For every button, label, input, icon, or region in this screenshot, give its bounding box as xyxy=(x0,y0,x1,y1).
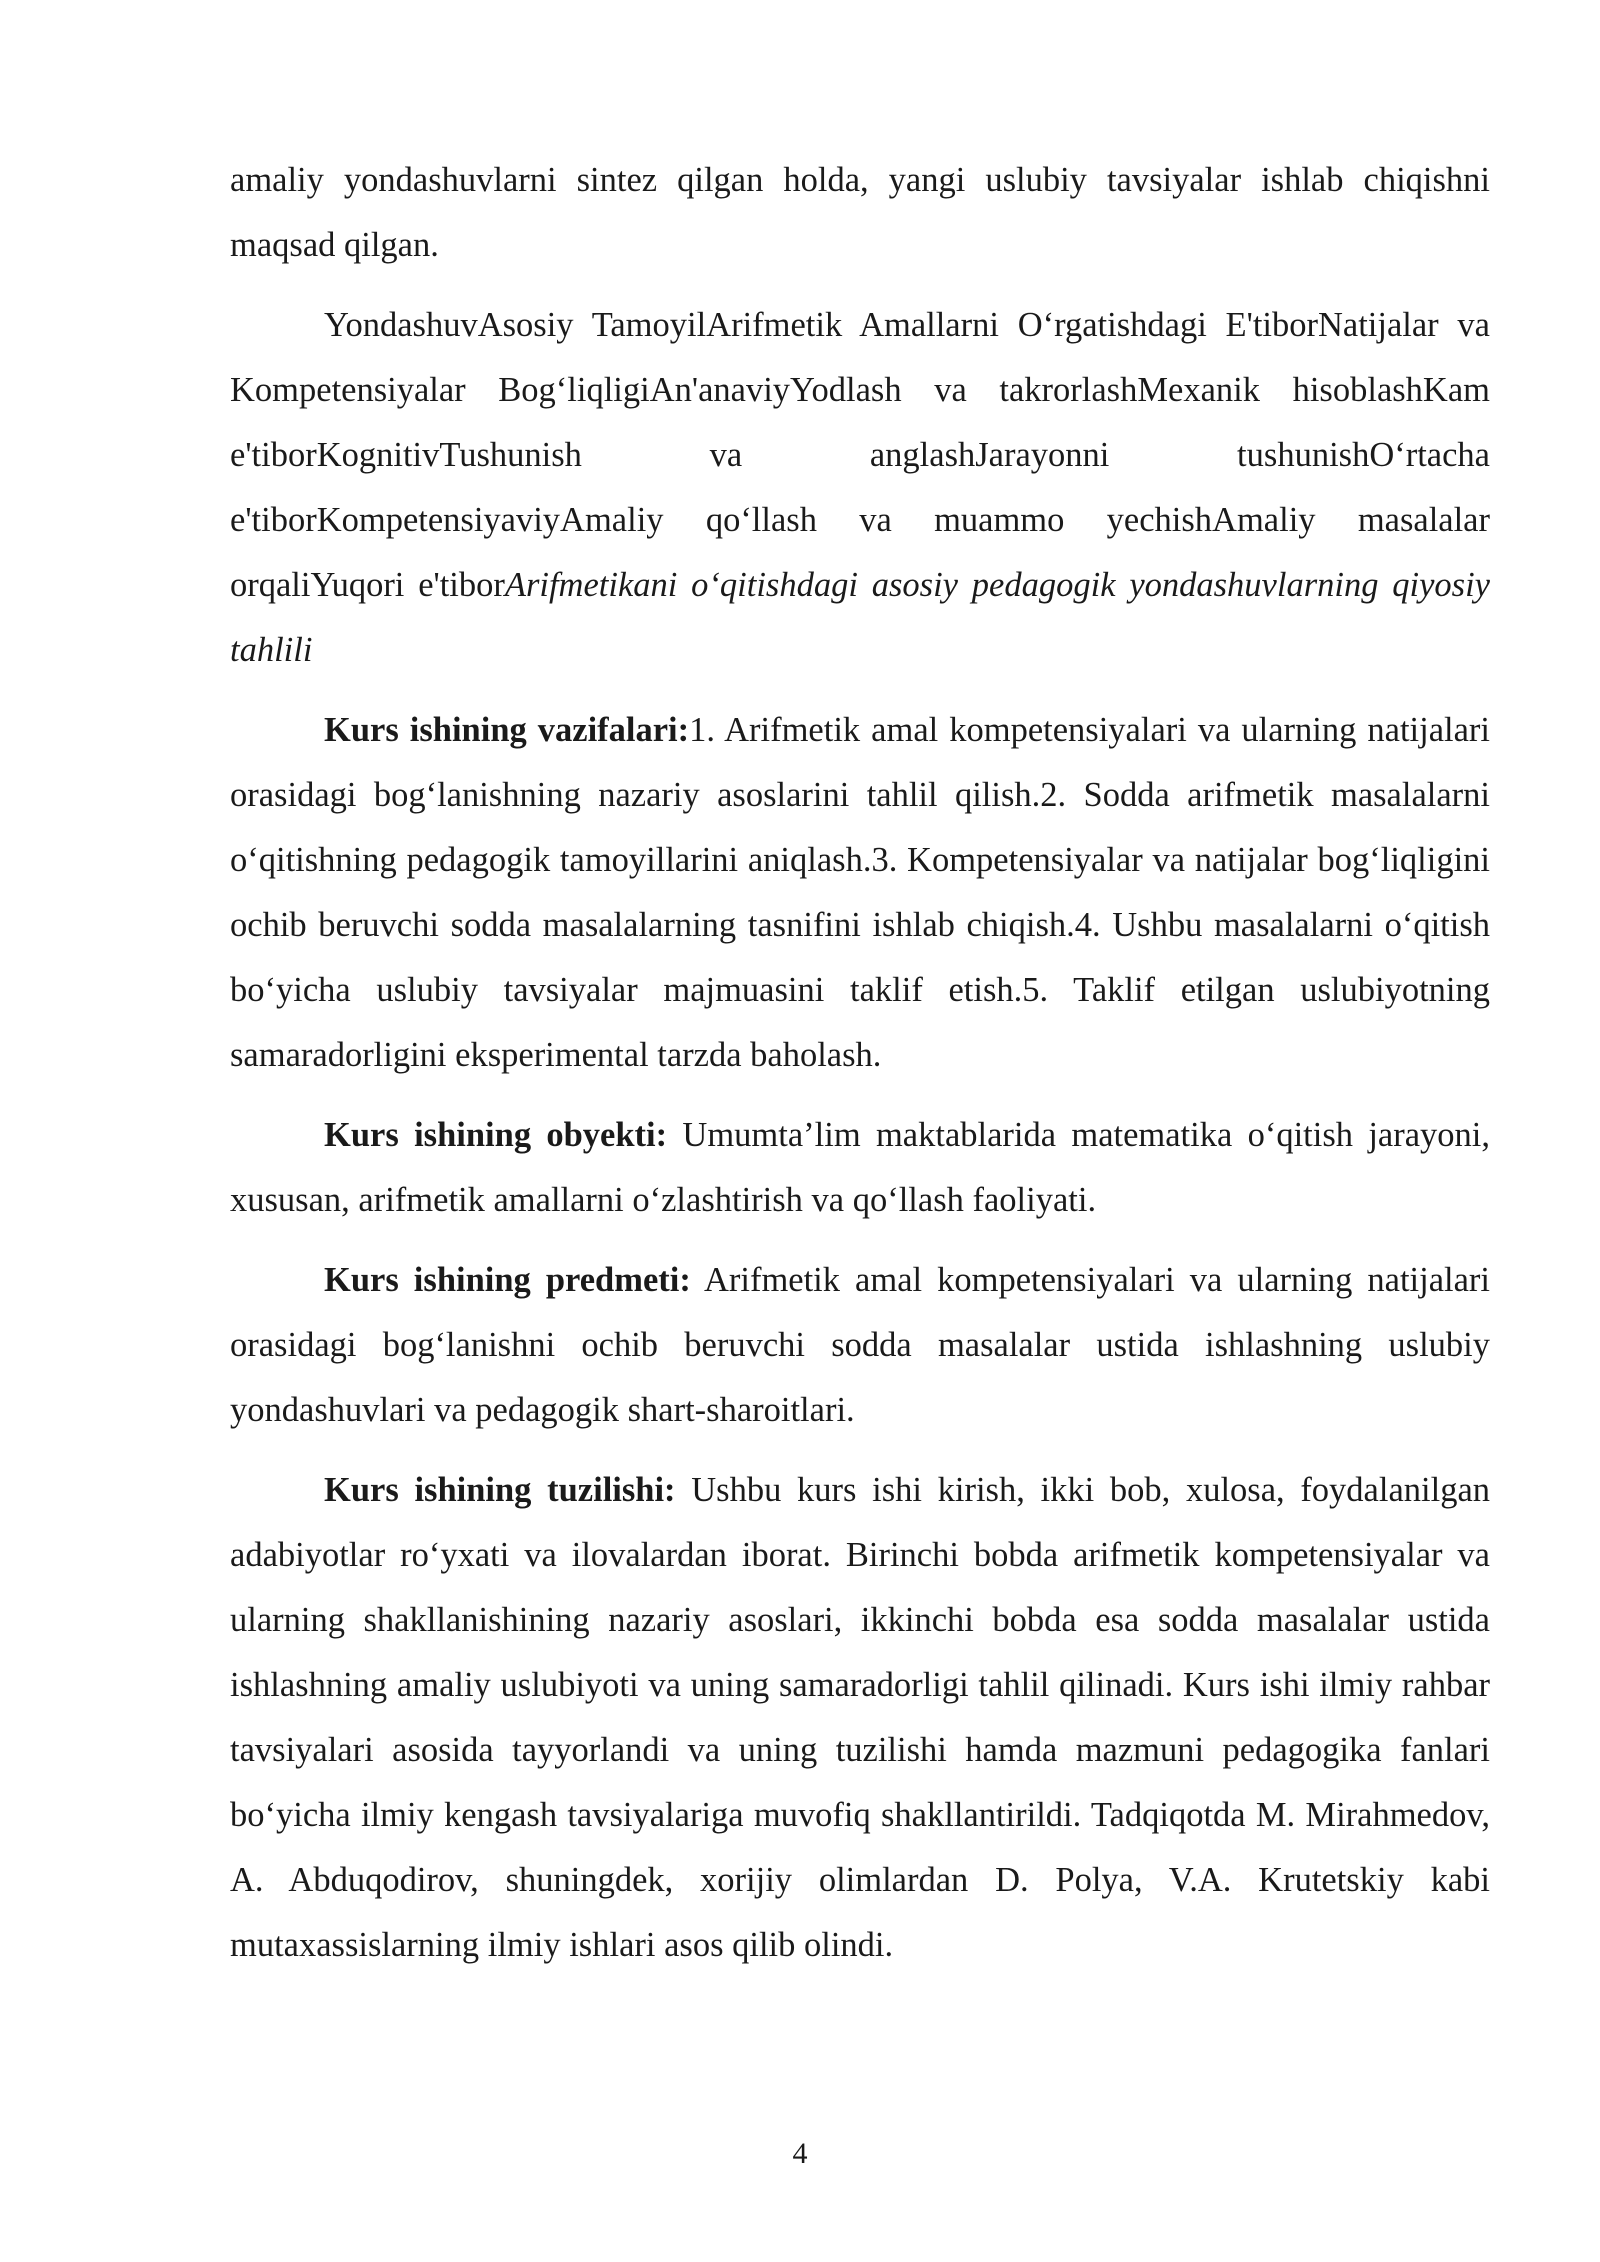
paragraph-subject xyxy=(230,1248,1490,1443)
paragraph-text: YondashuvAsosiy TamoyilArifmetik Amallarni O‘rgatishdagi E'tiborNatijalar va Kompetensiyalar Bog‘liqligiAn'anaviyYodlash va takrorlashMexanik hisoblashKam e'tiborKognitivTushunish va anglashJarayonni tushunishO‘rtacha e'tiborKompetensiyaviyAmaliy qo‘llash va muammo yechishAmaliy masalalar orqaliYuqori e'tibor xyxy=(230,306,1490,604)
paragraph-intro-continuation xyxy=(230,148,1490,278)
page-number: 4 xyxy=(792,2137,808,2170)
table-caption: Arifmetikani o‘qitishdagi asosiy pedagogik yondashuvlarning qiyosiy tahlili xyxy=(230,566,1490,669)
section-heading-object: Kurs ishining obyekti: xyxy=(324,1116,668,1154)
paragraph-tasks xyxy=(230,698,1490,1088)
paragraph-text: Arifmetik amal kompetensiyalari va ularning natijalari orasidagi bog‘lanishni ochib beruvchi sodda masalalar ustida ishlashning uslubiy yondashuvlari va pedagogik shart-sharoitlari. xyxy=(230,1261,1490,1429)
paragraph-text: Umumta’lim maktablarida matematika o‘qitish jarayoni, xususan, arifmetik amallarni o‘zlashtirish va qo‘llash faoliyati. xyxy=(230,1116,1490,1219)
paragraph-text: amaliy yondashuvlarni sintez qilgan holda, yangi uslubiy tavsiyalar ishlab chiqishni maqsad qilgan. xyxy=(230,161,1490,264)
paragraph-approaches-table-text xyxy=(230,293,1490,683)
paragraph-text: 1. Arifmetik amal kompetensiyalari va ularning natijalari orasidagi bog‘lanishning nazariy asoslarini tahlil qilish.2. Sodda arifmetik masalalarni o‘qitishning pedagogik tamoyillarini aniqlash.3. Kompetensiyalar va natijalar bog‘liqligini ochib beruvchi sodda masalalarning tasnifini ishlab chiqish.4. Ushbu masalalarni o‘qitish bo‘yicha uslubiy tavsiyalar majmuasini taklif etish.5. Taklif etilgan uslubiyotning samaradorligini eksperimental tarzda baholash. xyxy=(230,711,1490,1074)
page-body xyxy=(230,148,1490,1993)
section-heading-tasks: Kurs ishining vazifalari: xyxy=(324,711,690,749)
paragraph-structure xyxy=(230,1458,1490,1978)
section-heading-subject: Kurs ishining predmeti: xyxy=(324,1261,691,1299)
section-heading-structure: Kurs ishining tuzilishi: xyxy=(324,1471,676,1509)
paragraph-text: Ushbu kurs ishi kirish, ikki bob, xulosa, foydalanilgan adabiyotlar ro‘yxati va ilovalardan iborat. Birinchi bobda arifmetik kompetensiyalar va ularning shakllanishining nazariy asoslari, ikkinchi bobda esa sodda masalalar ustida ishlashning amaliy uslubiyoti va uning samaradorligi tahlil qilinadi. Kurs ishi ilmiy rahbar tavsiyalari asosida tayyorlandi va uning tuzilishi hamda mazmuni pedagogika fanlari bo‘yicha ilmiy kengash tavsiyalariga muvofiq shakllantirildi. Tadqiqotda M. Mirahmedov, A. Abduqodirov, shuningdek, xorijiy olimlardan D. Polya, V.A. Krutetskiy kabi mutaxassislarning ilmiy ishlari asos qilib olindi. xyxy=(230,1471,1491,1964)
paragraph-object xyxy=(230,1103,1490,1233)
